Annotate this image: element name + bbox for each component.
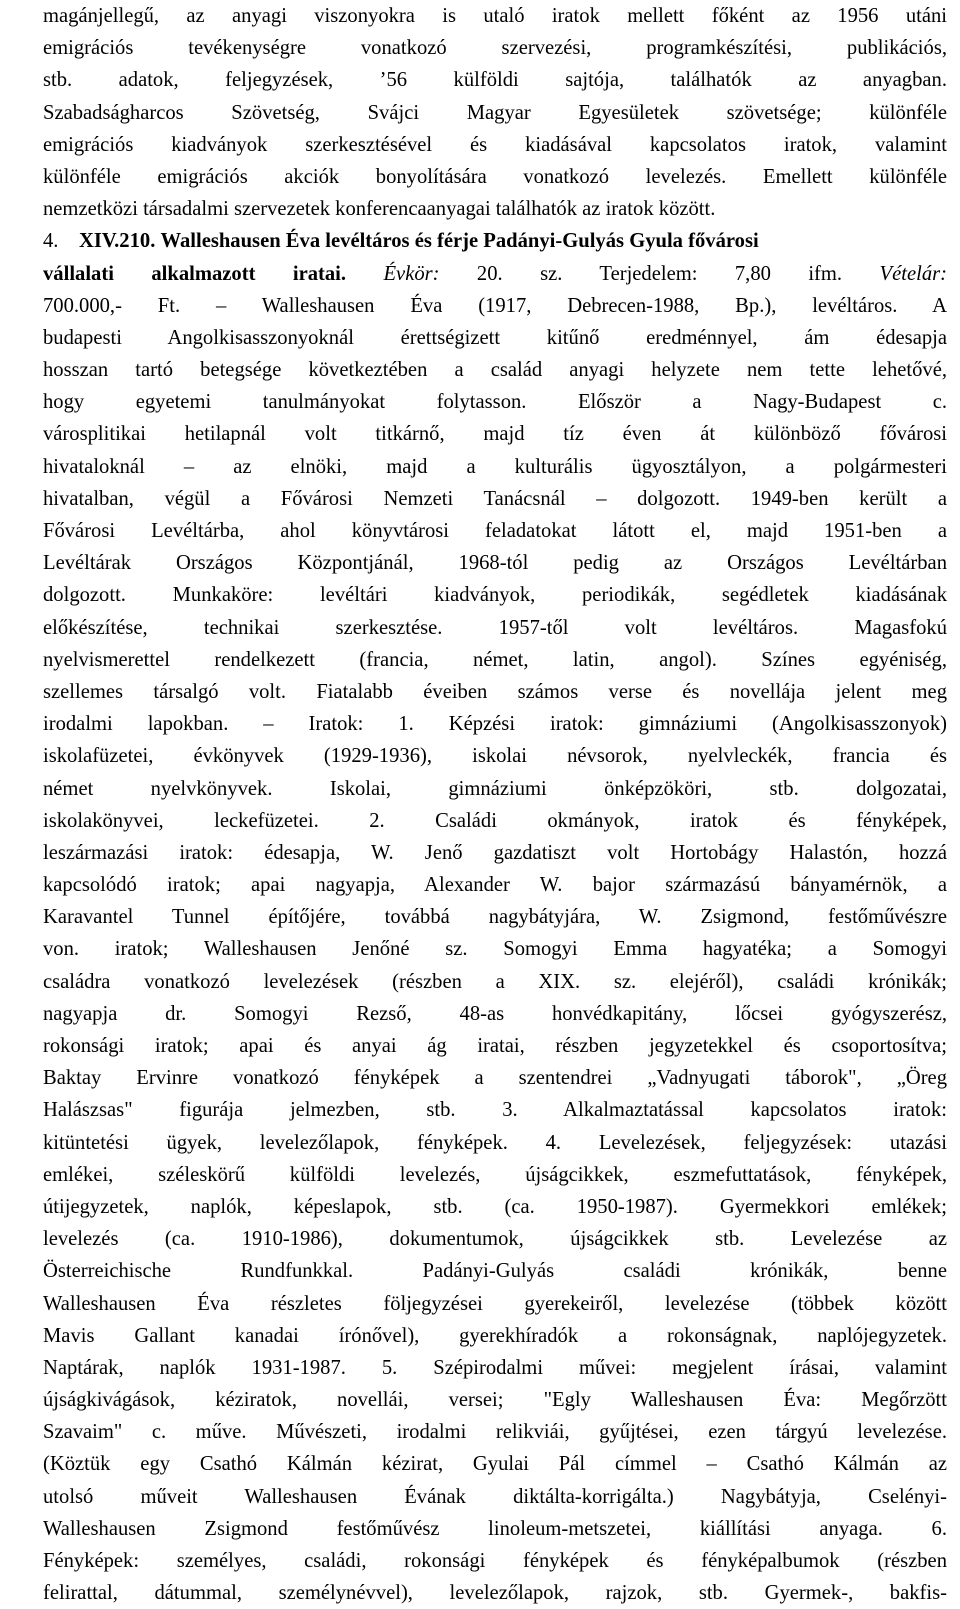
entry-heading-line (43, 225, 947, 257)
text-line: budapesti Angolkisasszonyoknál érettségizett kitűnő eredménnyel, ám édesapja (43, 326, 947, 349)
document-page (43, 0, 947, 1609)
text-line: Österreichische Rundfunkkal. Padányi-Gulyás családi krónikák, benne (43, 1260, 947, 1283)
text-line: emigrációs kiadványok szerkesztésével és kiadásával kapcsolatos iratok, valamint (43, 133, 947, 156)
text-line: családra vonatkozó levelezések (részben a XIX. sz. elejéről), családi krónikák; (43, 970, 947, 993)
text-line: hosszan tartó betegsége következtében a család anyagi helyzete nem tette lehetővé, (43, 359, 947, 382)
price-label: Vételár: (879, 262, 947, 285)
entry-heading-line-2 (43, 258, 947, 290)
text-line: Karavantel Tunnel építőjére, továbbá nagybátyjára, W. Zsigmond, festőművészre (43, 906, 947, 929)
text-line: városplitikai hetilapnál volt titkárnő, majd tíz éven át különböző fővárosi (43, 423, 947, 446)
text-line: Walleshausen Zsigmond festőművész linoleum-metszetei, kiállítási anyaga. 6. (43, 1517, 947, 1540)
text-line: Szavaim" c. műve. Művészeti, irodalmi relikviái, gyűjtései, ezen tárgyú levelezése. (43, 1421, 947, 1444)
text-line: Levéltárak Országos Központjánál, 1968-tól pedig az Országos Levéltárban (43, 552, 947, 575)
text-line: (Köztük egy Csathó Kálmán kézirat, Gyulai Pál címmel – Csathó Kálmán az (43, 1453, 947, 1476)
text-line: iskolafüzetei, évkönyvek (1929-1936), iskolai névsorok, nyelvleckék, francia és (43, 745, 947, 768)
text-line: irodalmi lapokban. – Iratok: 1. Képzési iratok: gimnáziumi (Angolkisasszonyok) (43, 713, 947, 736)
price-value: 700.000,- Ft. (43, 294, 181, 317)
text-line: magánjellegű, az anyagi viszonyokra is utaló iratok mellett főként az 1956 utáni (43, 5, 947, 27)
entry-heading-line-3 (43, 290, 947, 322)
text-line: előkészítése, technikai szerkesztése. 1957-től volt levéltáros. Magasfokú (43, 616, 947, 639)
text-line: stb. adatok, feljegyzések, ’56 külföldi sajtója, találhatók az anyagban. (43, 69, 947, 92)
evkor-label: Évkör: (383, 262, 440, 285)
text-line: Fényképek: személyes, családi, rokonsági fényképek és fényképalbumok (részben (43, 1550, 947, 1572)
text-line: emigrációs tevékenységre vonatkozó szervezési, programkészítési, publikációs, (43, 37, 947, 60)
text-line: Baktay Ervinre vonatkozó fényképek a szentendrei „Vadnyugati táborok", „Öreg (43, 1067, 947, 1090)
text-line: Szabadságharcos Szövetség, Svájci Magyar Egyesületek szövetsége; különféle (43, 101, 947, 124)
entry-4 (43, 225, 947, 1609)
text-line: dolgozott. Munkaköre: levéltári kiadványok, periodikák, segédletek kiadásának (43, 584, 947, 607)
text-line: iskolakönyvei, leckefüzetei. 2. Családi okmányok, iratok és fényképek, (43, 809, 947, 832)
text-line: levelezés (ca. 1910-1986), dokumentumok, újságcikkek stb. Levelezése az (43, 1228, 947, 1251)
text-line: különféle emigrációs akciók bonyolítására vonatkozó levelezés. Emellett különféle (43, 165, 947, 188)
text-line: kitüntetési ügyek, levelezőlapok, fényképek. 4. Levelezések, feljegyzések: utazási (43, 1131, 947, 1154)
text-line: szellemes társalgó volt. Fiatalabb éveiben számos verse és novellája jelent meg (43, 680, 947, 703)
text-line: újságkivágások, kéziratok, novellái, versei; "Egly Walleshausen Éva: Megőrzött (43, 1389, 947, 1412)
text-line: emlékei, széleskörű külföldi levelezés, újságcikkek, eszmefuttatások, fényképek, (43, 1163, 947, 1186)
text-line: nemzetközi társadalmi szervezetek konferencaanyagai találhatók az iratok között. (43, 198, 716, 221)
person-info: – Walleshausen Éva (1917, Debrecen-1988, Bp.), levéltáros. A (215, 294, 947, 317)
text-line: Walleshausen Éva részletes följegyzései gyerekeiről, levelezése (többek között (43, 1292, 947, 1315)
text-line: hivataloknál – az elnöki, majd a kulturális ügyosztályon, a polgármesteri (43, 455, 947, 478)
text-line: felirattal, dátummal, személynévvel), levelezőlapok, rajzok, stb. Gyermek-, bakfis- (43, 1582, 947, 1605)
entry-number: 4. (43, 230, 59, 253)
text-line: Naptárak, naplók 1931-1987. 5. Szépirodalmi művei: megjelent írásai, valamint (43, 1356, 947, 1379)
text-line: nagyapja dr. Somogyi Rezső, 48-as honvédkapitány, lőcsei gyógyszerész, (43, 1002, 947, 1025)
entry-title: Walleshausen Éva levéltáros és férje Padányi-Gulyás Gyula fővárosi (160, 230, 759, 253)
text-line: hivatalban, végül a Fővárosi Nemzeti Tanácsnál – dolgozott. 1949-ben került a (43, 487, 947, 510)
text-line: nyelvismerettel rendelkezett (francia, német, latin, angol). Színes egyéniség, (43, 648, 947, 671)
evkor-value: 20. sz. Terjedelem: 7,80 ifm. (476, 262, 843, 285)
entry-code: XIV.210. (79, 230, 156, 253)
text-line: német nyelvkönyvek. Iskolai, gimnáziumi önképzököri, stb. dolgozatai, (43, 777, 947, 800)
text-line: Fővárosi Levéltárba, ahol könyvtárosi feladatokat látott el, majd 1951-ben a (43, 520, 947, 542)
text-line: Mavis Gallant kanadai írónővel), gyerekhíradók a rokonságnak, naplójegyzetek. (43, 1324, 947, 1347)
entry-title-cont: vállalati alkalmazott iratai. (43, 262, 347, 285)
text-line: rokonsági iratok; apai és anyai ág iratai, részben jegyzetekkel és csoportosítva; (43, 1035, 947, 1057)
text-line: leszármazási iratok: édesapja, W. Jenő gazdatiszt volt Hortobágy Halastón, hozzá (43, 841, 947, 864)
paragraph-archive-description (43, 0, 947, 225)
text-line: útijegyzetek, naplók, képeslapok, stb. (ca. 1950-1987). Gyermekkori emlékek; (43, 1195, 947, 1218)
text-line: utolsó műveit Walleshausen Évának diktálta-korrigálta.) Nagybátyja, Cselényi- (43, 1485, 947, 1508)
text-line: von. iratok; Walleshausen Jenőné sz. Somogyi Emma hagyatéka; a Somogyi (43, 938, 947, 961)
text-line: Halászsas" figurája jelmezben, stb. 3. Alkalmaztatással kapcsolatos iratok: (43, 1099, 947, 1122)
text-line: hogy egyetemi tanulmányokat folytasson. Először a Nagy-Budapest c. (43, 391, 947, 414)
text-line: kapcsolódó iratok; apai nagyapja, Alexander W. bajor származású bányamérnök, a (43, 874, 947, 897)
